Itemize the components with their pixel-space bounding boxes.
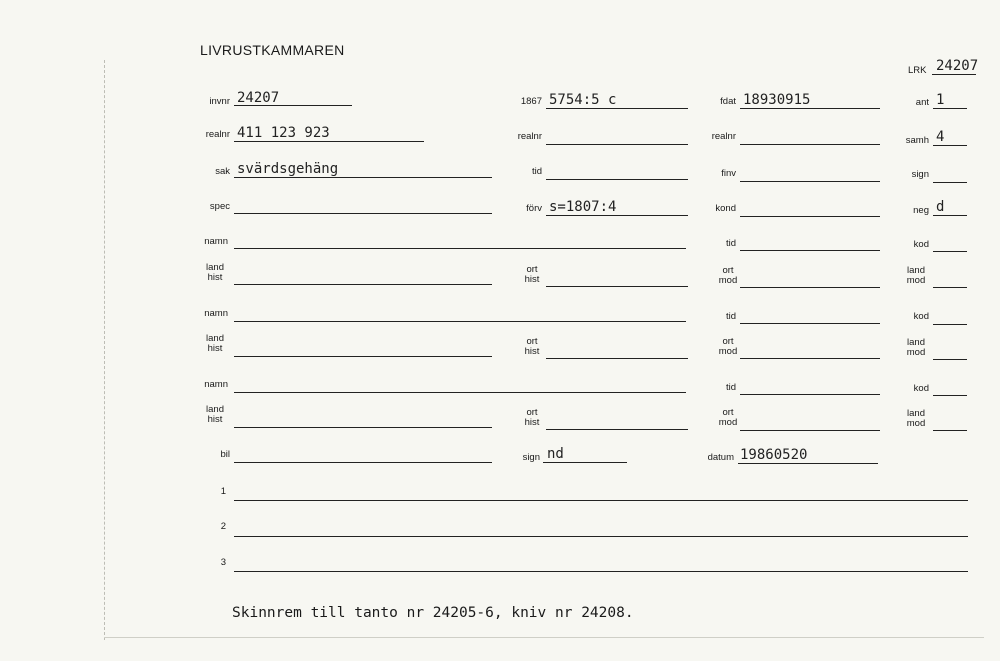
ort-hist-line-2 <box>546 358 688 359</box>
kod-label-3: kod <box>913 383 929 394</box>
tid-label-g3: tid <box>725 382 736 393</box>
remark-text: Skinnrem till tanto nr 24205-6, kniv nr 24208. <box>232 605 634 621</box>
land-label-2: land <box>206 333 224 344</box>
kod-label-2: kod <box>913 311 929 322</box>
invnr-line <box>234 105 352 106</box>
bil-label: bil <box>220 449 230 460</box>
land-mod-label-1: land <box>907 265 925 276</box>
lrk-value: 24207 <box>936 58 979 74</box>
hist-label-1: hist <box>207 272 223 283</box>
namn-label-1: namn <box>204 236 228 247</box>
lrk-line <box>932 74 976 75</box>
ort-hist-label-2: hist <box>524 346 540 357</box>
spec-label: spec <box>209 201 230 212</box>
datum-label: datum <box>707 452 734 463</box>
card-title: LIVRUSTKAMMAREN <box>200 42 345 58</box>
sign-label-2: sign <box>522 452 540 463</box>
samh-line <box>933 145 967 146</box>
namn-label-3: namn <box>204 379 228 390</box>
land-hist-line-3 <box>234 427 492 428</box>
ort-mod-label-1: ort <box>722 265 734 276</box>
kod-line-2 <box>933 324 967 325</box>
tid-label: tid <box>531 166 542 177</box>
card-edge-left <box>104 60 105 640</box>
invnr-value: 24207 <box>237 90 280 106</box>
samh-label: samh <box>905 135 929 146</box>
fdat-label: fdat <box>720 96 736 107</box>
ort-mod-label-3: ort <box>722 407 734 418</box>
ort-label-3: ort <box>526 407 538 418</box>
realnr-label-3: realnr <box>711 131 736 142</box>
realnr-line-1 <box>234 141 424 142</box>
ort-hist-label-3: hist <box>524 417 540 428</box>
invnr-label: invnr <box>209 96 230 107</box>
ant-line <box>933 108 967 109</box>
numbered-line-1 <box>234 500 968 501</box>
bil-line <box>234 462 492 463</box>
datum-line <box>738 463 878 464</box>
fdat-value: 18930915 <box>743 92 811 108</box>
land-mod-line-3 <box>933 430 967 431</box>
realnr-label-2: realnr <box>517 131 542 142</box>
forv-value: s=1807:4 <box>549 199 617 215</box>
ant-label: ant <box>915 97 929 108</box>
tid-line-g3 <box>740 394 880 395</box>
finv-label: finv <box>721 168 736 179</box>
land-mod-line-2 <box>933 359 967 360</box>
ort-mod-line-3 <box>740 430 880 431</box>
realnr-line-3 <box>740 144 880 145</box>
neg-line <box>933 215 967 216</box>
kod-line-1 <box>933 251 967 252</box>
ort-mod-line-1 <box>740 287 880 288</box>
sak-label: sak <box>215 166 230 177</box>
ort-label-2: ort <box>526 336 538 347</box>
kond-label: kond <box>715 203 736 214</box>
land-mod-label-3: land <box>907 408 925 419</box>
land-hist-line-2 <box>234 356 492 357</box>
numbered-line-3 <box>234 571 968 572</box>
sign-line-2 <box>543 462 627 463</box>
land-label-1: land <box>206 262 224 273</box>
kod-line-3 <box>933 395 967 396</box>
sign-value: nd <box>547 446 564 462</box>
samh-value: 4 <box>936 129 945 145</box>
tid-line-g1 <box>740 250 880 251</box>
neg-value: d <box>936 199 945 215</box>
neg-label: neg <box>913 205 929 216</box>
land-mod-mod-label-3: mod <box>906 418 926 429</box>
mod-label-2: mod <box>718 346 738 357</box>
realnr-label-1: realnr <box>205 129 230 140</box>
ort-hist-line-3 <box>546 429 688 430</box>
finv-line <box>740 181 880 182</box>
forv-line <box>546 215 688 216</box>
land-mod-label-2: land <box>907 337 925 348</box>
tid-line-g2 <box>740 323 880 324</box>
ort-label-1: ort <box>526 264 538 275</box>
land-hist-line-1 <box>234 284 492 285</box>
line-number-3: 3 <box>220 557 226 568</box>
datum-value: 19860520 <box>740 447 808 463</box>
hist-label-2: hist <box>207 343 223 354</box>
namn-label-2: namn <box>204 308 228 319</box>
1867-label: 1867 <box>520 96 542 107</box>
sak-line <box>234 177 492 178</box>
namn-line-1 <box>234 248 686 249</box>
kod-label-1: kod <box>913 239 929 250</box>
mod-label-1: mod <box>718 275 738 286</box>
1867-value: 5754:5 c <box>549 92 617 108</box>
lrk-label: LRK <box>908 65 927 76</box>
line-number-2: 2 <box>220 521 226 532</box>
card-edge-bottom <box>104 637 984 638</box>
land-mod-line-1 <box>933 287 967 288</box>
realnr-line-2 <box>546 144 688 145</box>
kond-line <box>740 216 880 217</box>
sign-line-1 <box>933 182 967 183</box>
numbered-line-2 <box>234 536 968 537</box>
land-mod-mod-label-2: mod <box>906 347 926 358</box>
land-label-3: land <box>206 404 224 415</box>
namn-line-2 <box>234 321 686 322</box>
ort-hist-label-1: hist <box>524 274 540 285</box>
realnr-value-1: 411 123 923 <box>237 125 330 141</box>
spec-line <box>234 213 492 214</box>
sak-value: svärdsgehäng <box>237 161 339 177</box>
mod-label-3: mod <box>718 417 738 428</box>
1867-line <box>546 108 688 109</box>
tid-label-g1: tid <box>725 238 736 249</box>
tid-label-g2: tid <box>725 311 736 322</box>
line-number-1: 1 <box>220 486 226 497</box>
ort-hist-line-1 <box>546 286 688 287</box>
land-mod-mod-label-1: mod <box>906 275 926 286</box>
hist-label-3: hist <box>207 414 223 425</box>
forv-label: förv <box>526 203 542 214</box>
ant-value: 1 <box>936 92 945 108</box>
ort-mod-line-2 <box>740 358 880 359</box>
sign-label-1: sign <box>911 169 929 180</box>
ort-mod-label-2: ort <box>722 336 734 347</box>
namn-line-3 <box>234 392 686 393</box>
fdat-line <box>740 108 880 109</box>
tid-line <box>546 179 688 180</box>
